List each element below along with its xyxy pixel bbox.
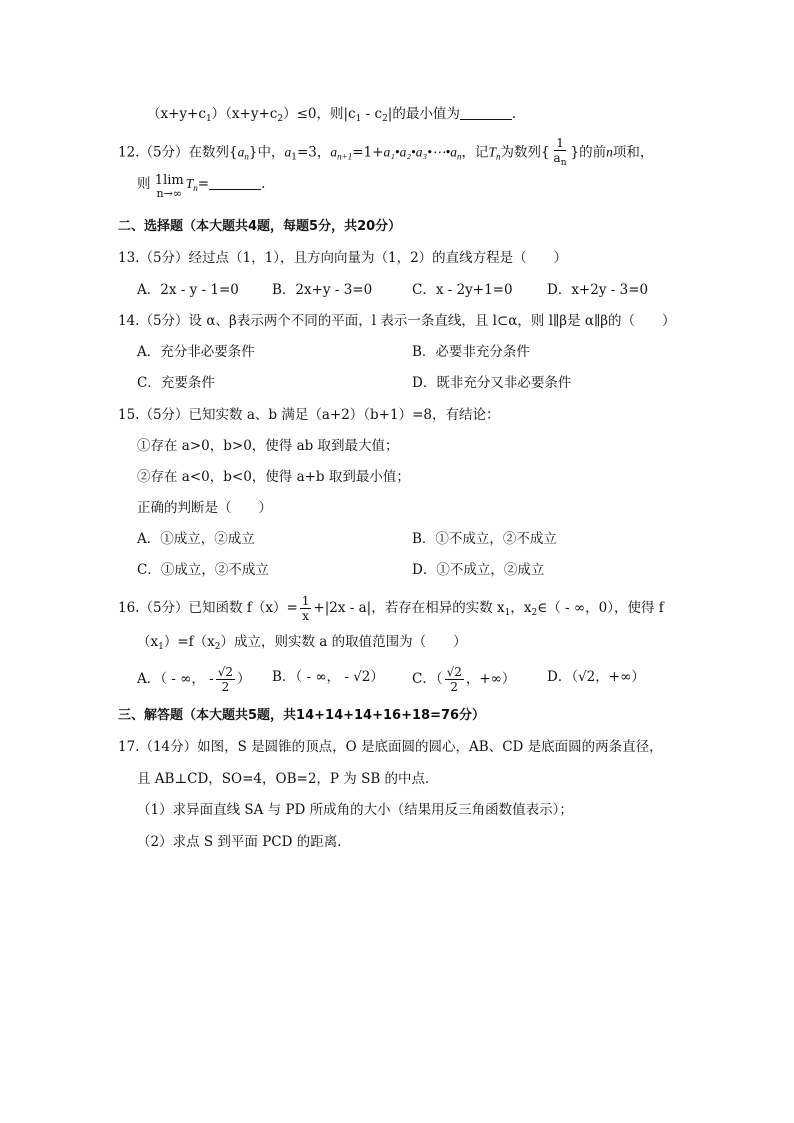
lim-pre: 1 (154, 173, 164, 188)
q11-text-d: - c (361, 106, 383, 122)
q16-option-c[interactable] (412, 665, 515, 694)
q11-text-c: ）≤0，则|c (283, 106, 356, 122)
q13-option-d[interactable]: D．x+2y - 3=0 (547, 282, 649, 298)
q16-fraction (300, 594, 312, 623)
q11-sub1b: 1 (355, 114, 362, 124)
q12-prefix: 12.（5分）在数列{ (118, 144, 238, 161)
q12-then: 则 (137, 176, 151, 192)
q12-n4: n (606, 144, 613, 160)
q12-an1: a (330, 144, 338, 160)
q12-mid1: }中， (248, 144, 285, 161)
q12-is: 为数列{ (500, 144, 550, 161)
q16-optc-fraction (445, 665, 464, 694)
q14-option-b[interactable]: B．必要非充分条件 (412, 344, 530, 360)
q11-tail (147, 104, 516, 129)
q12-a: a (237, 144, 245, 160)
section-2-title: 二、选择题（本大题共4题，每题5分，共20分） (118, 219, 402, 234)
q16-sub2: 2 (531, 608, 538, 618)
q12-n1: n+1 (337, 151, 353, 162)
q16-option-d[interactable]: D．（√2，+∞） (547, 669, 645, 685)
q14-option-a[interactable]: A．充分非必要条件 (137, 344, 255, 360)
q16-opta-den: 2 (221, 680, 230, 694)
q16-line2-b: ）=f（x (163, 634, 215, 650)
q12-n2: n (456, 151, 462, 162)
q12-eq3: =3， (296, 144, 331, 161)
q13-option-a[interactable]: A．2x - y - 1=0 (137, 282, 239, 298)
q11-text-b: ）（x+y+c (211, 106, 278, 122)
q16-stem-a: 16.（5分）已知函数 f（x）= (118, 600, 298, 616)
q16-line2-c: ）成立，则实数 a 的取值范围为（ ） (220, 634, 467, 650)
q12-a1: a (284, 144, 292, 160)
q17-part2: （2）求点 S 到平面 PCD 的距离． (137, 834, 351, 850)
q17-line1: 17.（14分）如图，S 是圆锥的顶点，O 是底面圆的圆心，AB、CD 是底面圆的两条直径， (118, 739, 663, 755)
limit-expression (155, 174, 184, 200)
q15-stem: 15.（5分）已知实数 a、b 满足（a+2）（b+1）=8，有结论： (118, 407, 500, 423)
q17-line2: 且 AB⊥CD，SO=4，OB=2，P 为 SB 的中点． (137, 771, 439, 787)
section-3-title: 三、解答题（本大题共5题，共14+14+14+16+18=76分） (118, 708, 486, 723)
q12-prod: a₁•a₂•a₃•⋯• (383, 144, 451, 160)
q12-frac-den-sub: n (560, 158, 567, 168)
q16-option-b[interactable]: B．（ - ∞， - √2） (272, 669, 384, 685)
q16-opta-post: ） (237, 671, 251, 687)
q12-line2 (137, 174, 265, 200)
q12-n: n (244, 151, 249, 162)
q12-end: . (261, 176, 266, 192)
q16-opta-pre: A．（ - ∞， - (137, 671, 214, 687)
q12-one: 1 (291, 152, 297, 163)
q15-ask: 正确的判断是（ ） (137, 500, 272, 516)
q12-tail2: 项和， (612, 144, 654, 161)
q13-option-c[interactable]: C．x - 2y+1=0 (412, 282, 513, 298)
q15-conclusion-1: ①存在 a>0，b>0，使得 ab 取到最大值； (137, 438, 399, 454)
q14-stem: 14.（5分）设 α、β表示两个不同的平面，l 表示一条直线，且 l⊂α，则 l∥β是 α∥β的（ ） (118, 313, 676, 329)
q16-line2 (137, 632, 467, 657)
q14-option-c[interactable]: C．充要条件 (137, 375, 215, 391)
q12-frac-num: 1 (556, 136, 564, 150)
q12-n3: n (495, 151, 501, 162)
q16-line1 (118, 594, 664, 623)
q12-Tn: T (488, 144, 496, 160)
q14-option-d[interactable]: D．既非充分又非必要条件 (412, 375, 572, 391)
q12-rec: =1+ (352, 144, 384, 161)
q12-line1 (118, 136, 653, 170)
q11-sub2b: 2 (382, 114, 388, 124)
q11-end: . (511, 106, 517, 122)
lim-top: lim (163, 173, 184, 188)
q12-frac-den (552, 151, 569, 170)
q12-frac-den-a: a (553, 151, 561, 165)
q11-sub1: 1 (205, 114, 212, 124)
q16-line2-a: （x (137, 634, 159, 650)
q16-optc-den: 2 (450, 680, 459, 694)
q16-opta-num: √2 (217, 665, 234, 679)
q16-optc-num: √2 (446, 665, 462, 679)
q16-sub1: 1 (504, 608, 511, 618)
q16-stem-d: ∈（ - ∞，0），使得 f (537, 600, 664, 616)
q13-stem: 13.（5分）经过点（1，1），且方向向量为（1，2）的直线方程是（ ） (118, 250, 568, 266)
q16-frac-num: 1 (301, 594, 310, 608)
q15-option-b[interactable]: B．①不成立，②不成立 (412, 531, 557, 547)
q16-stem-c: ，x (510, 600, 532, 616)
q11-text-e: |的最小值为 (387, 106, 460, 122)
q16-opta-fraction (216, 665, 235, 694)
q16-frac-den: x (302, 609, 309, 623)
q12-tail: }的前 (570, 144, 607, 161)
q15-option-c[interactable]: C．①成立，②不成立 (137, 562, 269, 578)
q16-optc-pre: C．（ (412, 671, 443, 687)
q12-fraction (552, 136, 569, 170)
q15-option-a[interactable]: A．①成立，②成立 (137, 531, 255, 547)
q11-sub2: 2 (277, 114, 284, 124)
answer-blank-2 (209, 177, 261, 190)
q16-line2-sub1: 1 (158, 642, 164, 652)
lim-bottom: n→∞ (156, 187, 182, 200)
q12-an: a (450, 144, 457, 160)
q11-text-a: （x+y+c (147, 106, 206, 122)
q15-option-d[interactable]: D．①不成立，②成立 (412, 562, 545, 578)
answer-blank (460, 107, 512, 120)
q16-option-a[interactable] (137, 665, 251, 694)
q12-Tn-2: T (185, 176, 194, 191)
q13-option-b[interactable]: B．2x+y - 3=0 (272, 282, 373, 298)
q17-part1: （1）求异面直线 SA 与 PD 所成角的大小（结果用反三角函数值表示）； (137, 802, 573, 818)
q15-conclusion-2: ②存在 a<0，b<0，使得 a+b 取到最小值； (137, 469, 410, 485)
q16-optc-post: ，+∞） (465, 671, 516, 687)
q12-comma: ，记 (461, 144, 489, 161)
q16-line2-sub2: 2 (214, 642, 221, 652)
q12-eq: = (197, 176, 210, 192)
q12-n5: n (193, 183, 198, 193)
q16-stem-b: +|2x - a|，若存在相异的实数 x (313, 600, 505, 616)
